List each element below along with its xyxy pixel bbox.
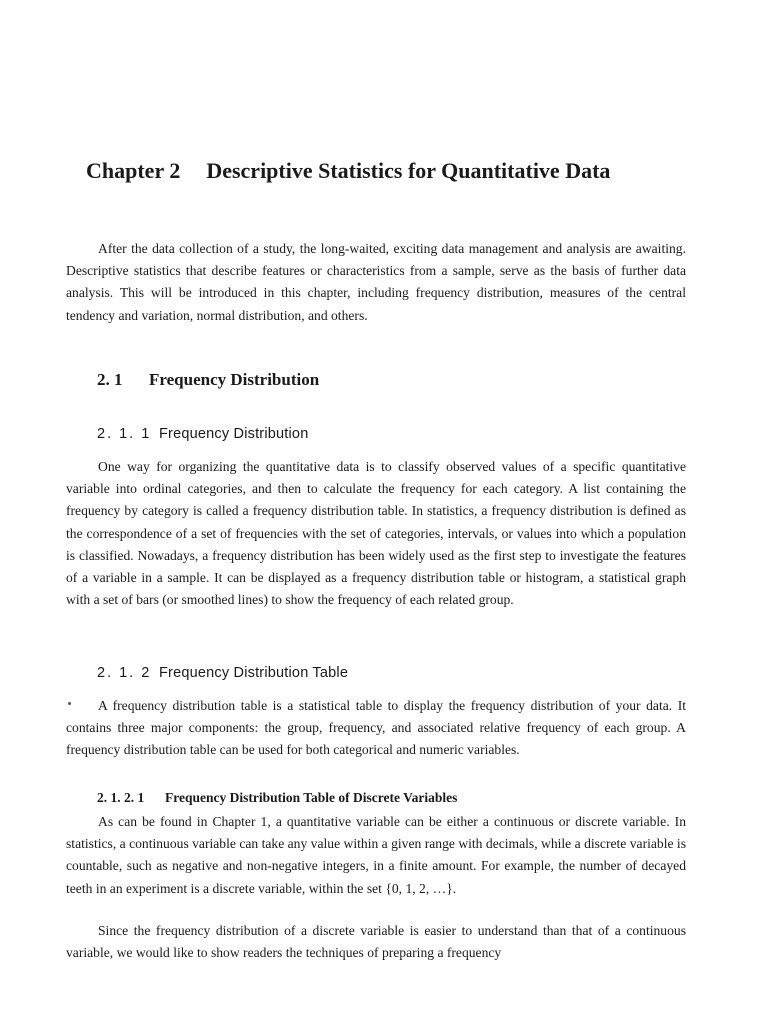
section-heading-2-1 (97, 370, 319, 390)
subsubsection-title: Frequency Distribution Table of Discrete Variables (165, 790, 458, 805)
chapter-heading (86, 158, 726, 184)
discrete-variables-paragraph: As can be found in Chapter 1, a quantitative variable can be either a continuous or discrete variable. In statistics, a continuous variable can take any value within a given range with decimals, while a discrete variable is countable, such as negative and non-negative integers, in a finite amount. For example, the number of decayed teeth in an experiment is a discrete variable, within the set {0, 1, 2, …}. (66, 814, 686, 896)
frequency-table-paragraph: A frequency distribution table is a statistical table to display the frequency distribution of your data. It contains three major components: the group, frequency, and associated relative frequency of each group. A frequency distribution table can be used for both categorical and numeric variables. (66, 698, 686, 758)
subsection-title: Frequency Distribution (159, 426, 309, 442)
chapter-number: Chapter 2 (86, 158, 181, 183)
subsection-title: Frequency Distribution Table (159, 665, 349, 681)
subsubsection-number: 2. 1. 2. 1 (97, 790, 145, 805)
discrete-frequency-paragraph: Since the frequency distribution of a discrete variable is easier to understand than that of a continuous variable, we would like to show readers the techniques of preparing a frequency (66, 923, 686, 961)
section-number: 2. 1 (97, 370, 123, 389)
section-title: Frequency Distribution (149, 370, 320, 389)
subsection-heading-2-1-1 (97, 426, 308, 442)
chapter-title: Descriptive Statistics for Quantitative Data (206, 158, 611, 183)
frequency-distribution-paragraph: One way for organizing the quantitative data is to classify observed values of a specific quantitative variable into ordinal categories, and then to calculate the frequency for each category. A list containing the frequency by category is called a frequency distribution table. In statistics, a frequency distribution is defined as the correspondence of a set of frequencies with the set of categories, intervals, or values into which a population is classified. Nowadays, a frequency distribution has been widely used as the first step to investigate the features of a variable in a sample. It can be displayed as a frequency distribution table or histogram, a statistical graph with a set of bars (or smoothed lines) to show the frequency of each related group. (66, 459, 686, 608)
subsection-heading-2-1-2 (97, 665, 348, 681)
intro-paragraph: After the data collection of a study, the long-waited, exciting data management and analysis are awaiting. Descriptive statistics that describe features or characteristics from a sample, serve as the basis of further data analysis. This will be introduced in this chapter, including frequency distribution, measures of the central tendency and variation, normal distribution, and others. (66, 241, 686, 323)
subsection-number: 2. 1. 2 (97, 665, 152, 681)
subsection-number: 2. 1. 1 (97, 426, 152, 442)
subsubsection-heading-2-1-2-1 (97, 790, 457, 806)
